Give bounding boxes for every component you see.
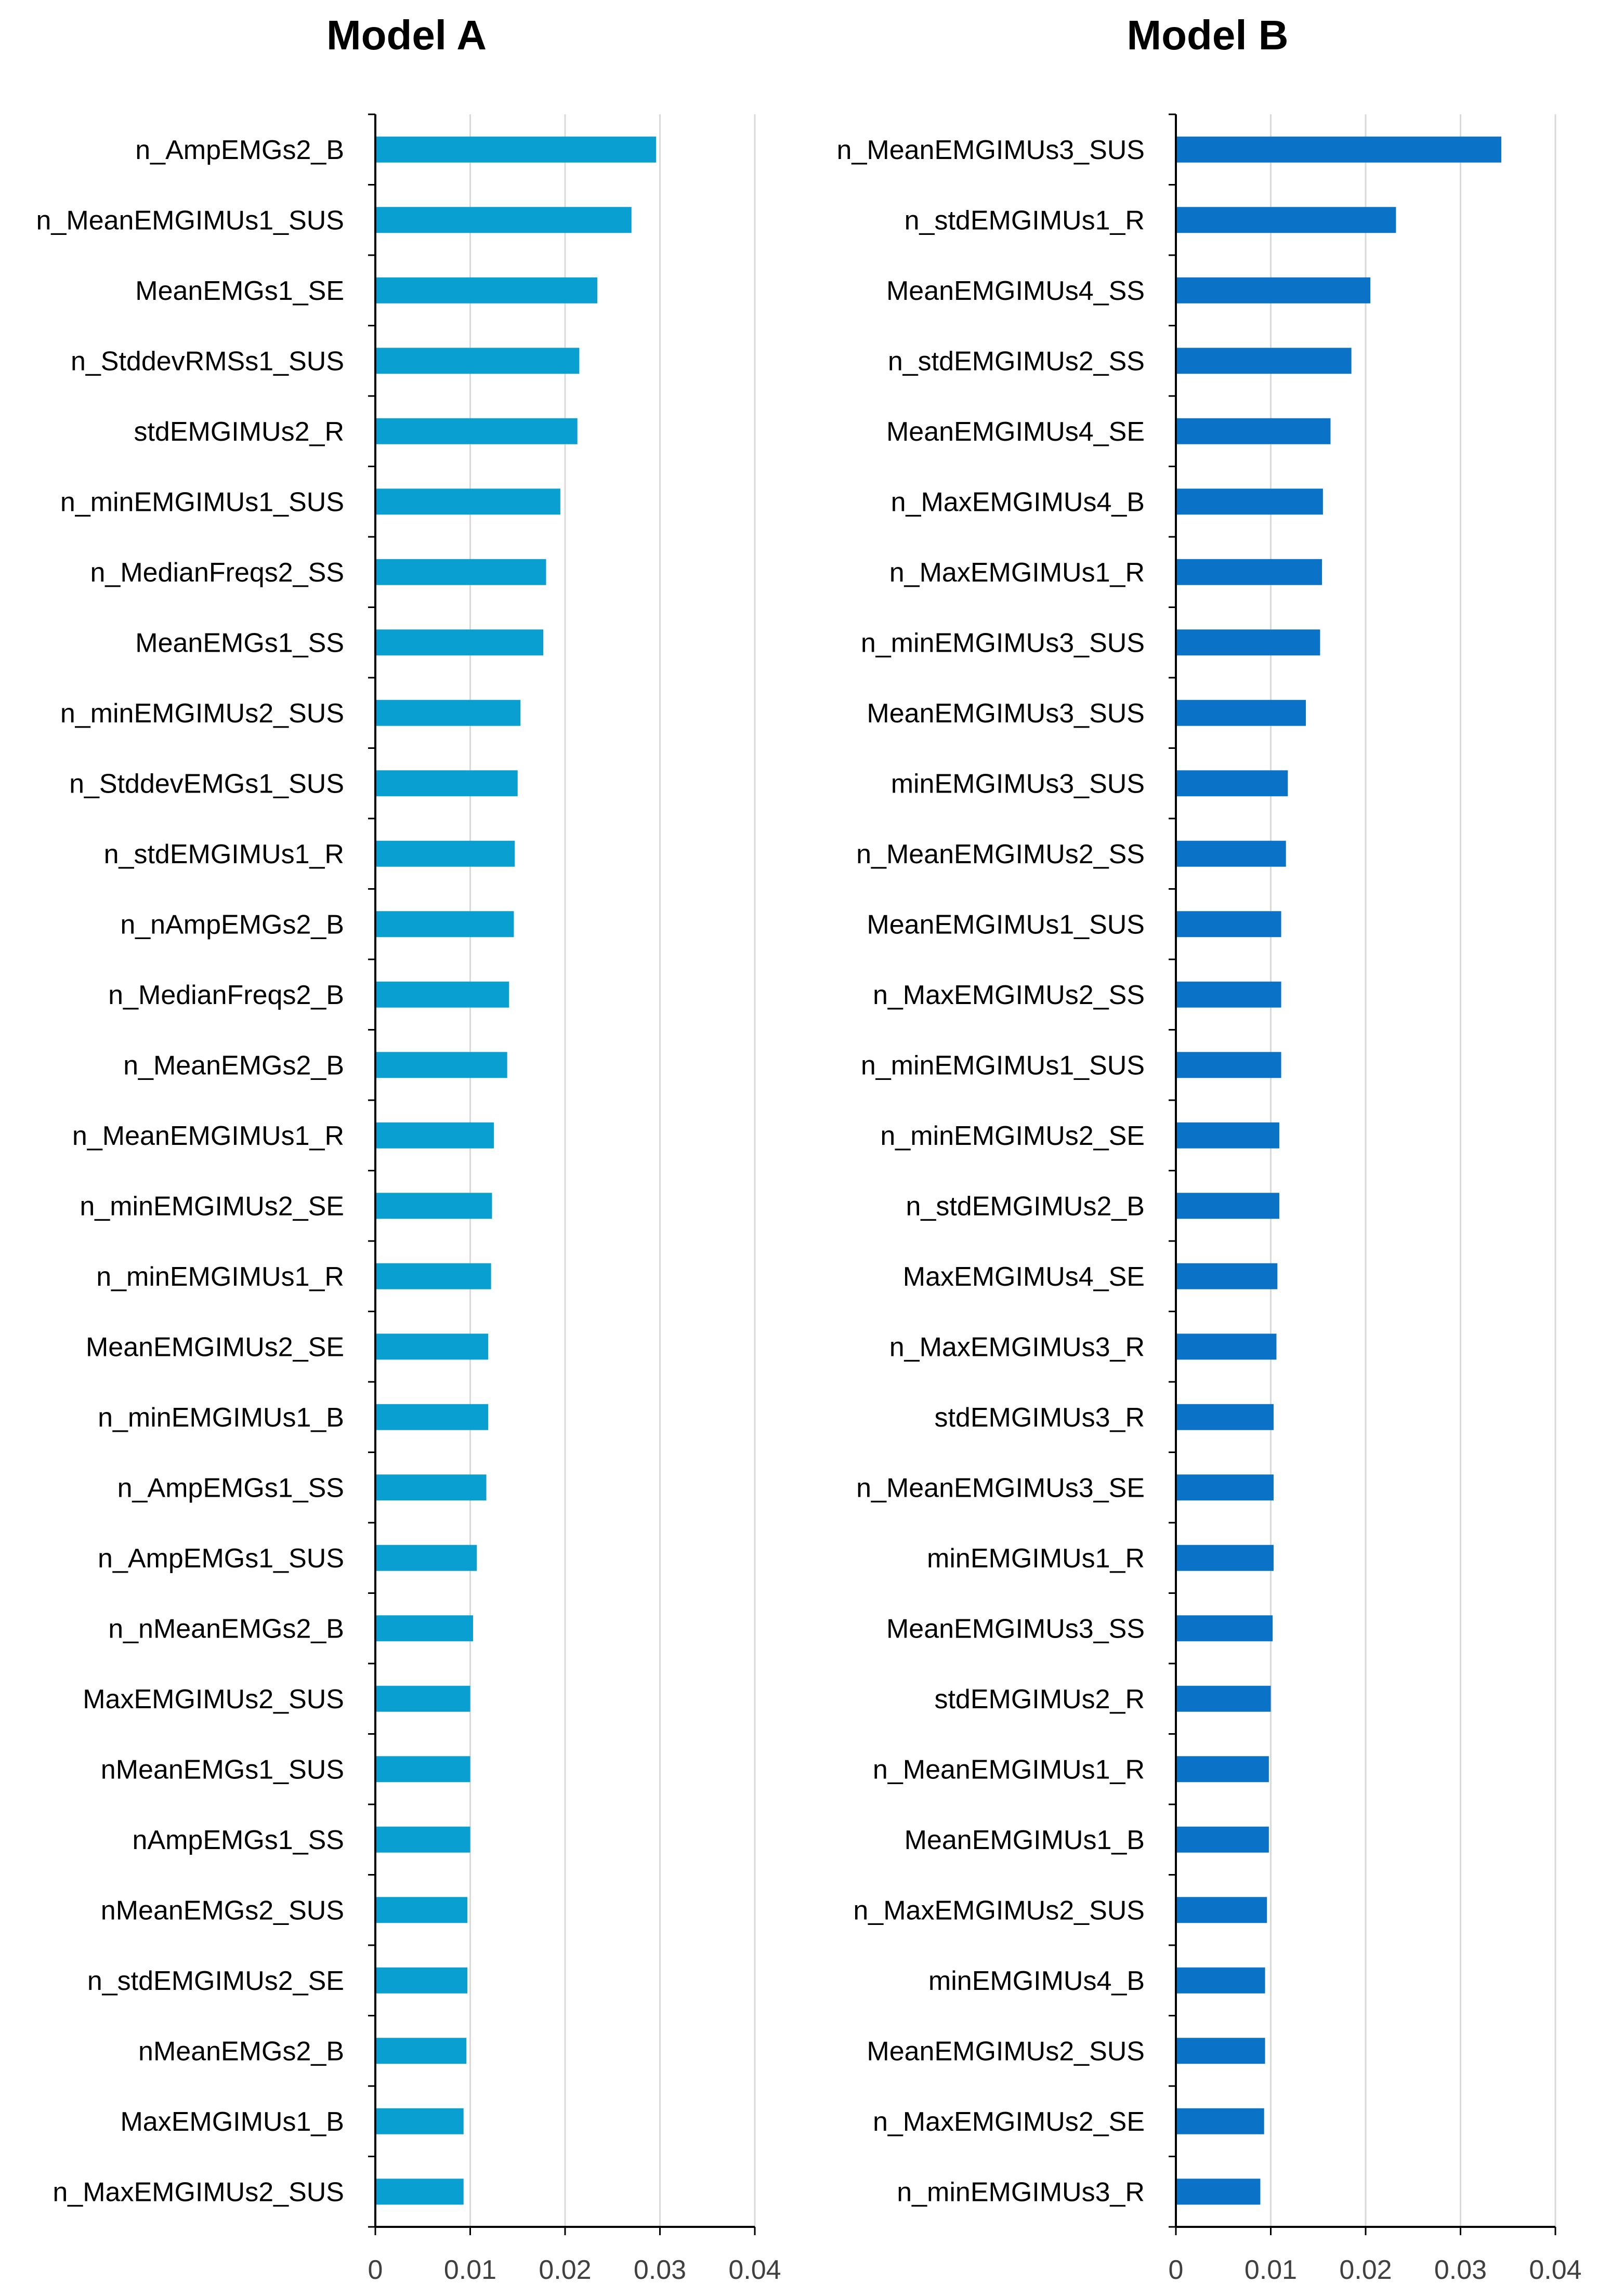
model-a-category-label: n_minEMGIMUs1_SUS bbox=[60, 487, 344, 518]
model-b-bar bbox=[1176, 1474, 1274, 1500]
model-b-x-tick-label: 0 bbox=[1168, 2255, 1184, 2285]
model-a-title: Model A bbox=[326, 12, 487, 58]
model-b-x-tick-label: 0.01 bbox=[1244, 2255, 1298, 2285]
model-b-bar bbox=[1176, 418, 1330, 444]
model-b-category-label: n_minEMGIMUs2_SE bbox=[880, 1120, 1145, 1151]
model-b-bar bbox=[1176, 1052, 1281, 1078]
model-b-bar bbox=[1176, 770, 1288, 796]
model-a-bar bbox=[375, 1897, 467, 1923]
model-b-bar bbox=[1176, 700, 1306, 726]
model-a-category-label: nMeanEMGs2_SUS bbox=[100, 1895, 344, 1926]
model-b-category-label: MeanEMGIMUs4_SS bbox=[886, 275, 1145, 306]
model-b-category-label: minEMGIMUs1_R bbox=[927, 1543, 1145, 1574]
model-b-bar bbox=[1176, 1404, 1274, 1430]
model-a-category-label: n_StddevEMGs1_SUS bbox=[69, 769, 344, 799]
model-a-bar bbox=[375, 1123, 494, 1149]
model-a-bar bbox=[375, 2108, 464, 2134]
model-a-bar bbox=[375, 1404, 488, 1430]
model-b-bar bbox=[1176, 1334, 1276, 1360]
model-b-bar bbox=[1176, 2038, 1265, 2064]
model-b-bar bbox=[1176, 1123, 1279, 1149]
model-a-bar bbox=[375, 489, 560, 514]
model-a-bar bbox=[375, 700, 520, 726]
model-a-bar bbox=[375, 1756, 470, 1782]
model-a-category-label: n_AmpEMGs1_SS bbox=[117, 1473, 344, 1503]
model-b-bar bbox=[1176, 1615, 1273, 1641]
model-b-bar bbox=[1176, 278, 1370, 304]
model-a-bar bbox=[375, 1615, 473, 1641]
model-b-category-label: minEMGIMUs4_B bbox=[928, 1965, 1145, 1996]
model-b-category-label: MeanEMGIMUs2_SUS bbox=[867, 2036, 1145, 2067]
model-b-bar bbox=[1176, 207, 1396, 233]
model-b-category-label: MeanEMGIMUs3_SUS bbox=[867, 698, 1145, 729]
model-b-bar bbox=[1176, 1263, 1277, 1289]
model-b-bar bbox=[1176, 1686, 1271, 1712]
model-b-bar bbox=[1176, 137, 1501, 163]
model-a-bar bbox=[375, 1968, 467, 1994]
model-b-category-label: stdEMGIMUs2_R bbox=[934, 1684, 1145, 1714]
model-b-category-label: n_MeanEMGIMUs3_SE bbox=[856, 1473, 1145, 1503]
model-a-category-label: n_MeanEMGs2_B bbox=[123, 1050, 344, 1081]
model-b-x-tick-label: 0.03 bbox=[1434, 2255, 1487, 2285]
model-a-category-label: nMeanEMGs2_B bbox=[138, 2036, 344, 2067]
model-a-x-tick-label: 0.02 bbox=[539, 2255, 592, 2285]
model-a-category-label: MaxEMGIMUs2_SUS bbox=[83, 1684, 344, 1714]
model-b-category-label: n_MeanEMGIMUs2_SS bbox=[856, 839, 1145, 869]
model-b-category-label: n_minEMGIMUs3_SUS bbox=[860, 628, 1145, 658]
model-b-bar bbox=[1176, 559, 1322, 585]
model-b-category-label: stdEMGIMUs3_R bbox=[934, 1402, 1145, 1433]
model-a-bar bbox=[375, 770, 518, 796]
model-b-category-label: n_MaxEMGIMUs2_SS bbox=[872, 980, 1145, 1010]
model-a-category-label: n_nMeanEMGs2_B bbox=[108, 1614, 344, 1644]
model-b-category-label: MeanEMGIMUs1_B bbox=[904, 1825, 1145, 1855]
model-a-category-label: n_stdEMGIMUs2_SE bbox=[87, 1965, 344, 1996]
model-a-x-tick-label: 0.01 bbox=[443, 2255, 497, 2285]
model-a-category-label: n_minEMGIMUs1_B bbox=[98, 1402, 344, 1433]
model-b-bar bbox=[1176, 348, 1352, 374]
model-b-category-label: MeanEMGIMUs4_SE bbox=[886, 416, 1145, 447]
model-b-bar bbox=[1176, 2179, 1260, 2205]
model-b-category-label: n_MeanEMGIMUs1_R bbox=[872, 1754, 1145, 1785]
model-b-bar bbox=[1176, 1897, 1267, 1923]
model-a-category-label: n_AmpEMGs2_B bbox=[135, 135, 344, 165]
model-a-bar bbox=[375, 559, 546, 585]
model-b-category-label: n_minEMGIMUs1_SUS bbox=[860, 1050, 1145, 1081]
model-b-bar bbox=[1176, 911, 1281, 937]
model-b-bar bbox=[1176, 1545, 1274, 1571]
model-b-category-label: n_MaxEMGIMUs2_SE bbox=[872, 2106, 1145, 2137]
model-a-bar bbox=[375, 207, 632, 233]
model-b-category-label: n_stdEMGIMUs1_R bbox=[904, 205, 1145, 236]
model-a-bar bbox=[375, 629, 543, 655]
model-a-category-label: n_MeanEMGIMUs1_R bbox=[72, 1120, 344, 1151]
model-b-category-label: n_stdEMGIMUs2_SS bbox=[887, 346, 1145, 377]
model-b-category-label: MaxEMGIMUs4_SE bbox=[902, 1261, 1145, 1292]
model-b-bar bbox=[1176, 1968, 1265, 1994]
model-b-x-tick-label: 0.04 bbox=[1529, 2255, 1582, 2285]
model-a-category-label: MeanEMGs1_SE bbox=[135, 275, 344, 306]
model-a-bar bbox=[375, 1334, 488, 1360]
model-b-category-label: n_minEMGIMUs3_R bbox=[897, 2177, 1145, 2208]
model-b-bar bbox=[1176, 1193, 1279, 1219]
model-a-bar bbox=[375, 2179, 464, 2205]
model-b-category-label: n_MaxEMGIMUs2_SUS bbox=[853, 1895, 1145, 1926]
model-a-bar bbox=[375, 278, 597, 304]
model-a-category-label: n_stdEMGIMUs1_R bbox=[103, 839, 344, 869]
model-b-category-label: minEMGIMUs3_SUS bbox=[890, 769, 1145, 799]
model-a-category-label: n_nAmpEMGs2_B bbox=[120, 909, 344, 940]
model-a-bar bbox=[375, 841, 515, 867]
model-b-category-label: n_MaxEMGIMUs1_R bbox=[889, 557, 1145, 588]
model-a-x-tick-label: 0.03 bbox=[633, 2255, 687, 2285]
model-a-category-label: n_MeanEMGIMUs1_SUS bbox=[36, 205, 344, 236]
model-a-category-label: n_StddevRMSs1_SUS bbox=[70, 346, 344, 377]
model-a-category-label: n_minEMGIMUs2_SE bbox=[80, 1191, 344, 1222]
model-b-category-label: MeanEMGIMUs1_SUS bbox=[867, 909, 1145, 940]
model-b-title: Model B bbox=[1127, 12, 1289, 58]
model-b-bar bbox=[1176, 629, 1320, 655]
model-a-bar bbox=[375, 1193, 492, 1219]
model-a-category-label: nMeanEMGs1_SUS bbox=[100, 1754, 344, 1785]
model-a-bar bbox=[375, 1474, 487, 1500]
model-a-category-label: n_MedianFreqs2_SS bbox=[90, 557, 344, 588]
model-b-bar bbox=[1176, 1827, 1269, 1853]
model-b-bar bbox=[1176, 1756, 1269, 1782]
model-b-category-label: n_MaxEMGIMUs4_B bbox=[890, 487, 1145, 518]
model-a-category-label: nAmpEMGs1_SS bbox=[132, 1825, 344, 1855]
model-a-category-label: n_MedianFreqs2_B bbox=[108, 980, 344, 1010]
model-a-x-tick-label: 0 bbox=[368, 2255, 383, 2285]
model-a-x-tick-label: 0.04 bbox=[728, 2255, 781, 2285]
model-b-x-tick-label: 0.02 bbox=[1339, 2255, 1392, 2285]
model-a-bar bbox=[375, 1263, 491, 1289]
model-b-category-label: MeanEMGIMUs3_SS bbox=[886, 1614, 1145, 1644]
model-a-category-label: n_minEMGIMUs2_SUS bbox=[60, 698, 344, 729]
model-a-category-label: MaxEMGIMUs1_B bbox=[120, 2106, 344, 2137]
model-a-bar bbox=[375, 982, 509, 1008]
model-a-bar bbox=[375, 2038, 466, 2064]
model-a-category-label: n_minEMGIMUs1_R bbox=[96, 1261, 344, 1292]
model-a-bar bbox=[375, 348, 579, 374]
model-a-category-label: stdEMGIMUs2_R bbox=[134, 416, 344, 447]
model-b-category-label: n_stdEMGIMUs2_B bbox=[906, 1191, 1145, 1222]
model-a-category-label: MeanEMGIMUs2_SE bbox=[85, 1332, 344, 1363]
model-a-category-label: n_MaxEMGIMUs2_SUS bbox=[53, 2177, 344, 2208]
model-b-bar bbox=[1176, 2108, 1264, 2134]
model-a-bar bbox=[375, 1827, 470, 1853]
model-a-category-label: n_AmpEMGs1_SUS bbox=[98, 1543, 344, 1574]
model-b-bar bbox=[1176, 982, 1281, 1008]
model-a-bar bbox=[375, 137, 656, 163]
model-a-bar bbox=[375, 911, 514, 937]
model-b-bar bbox=[1176, 489, 1323, 514]
model-b-category-label: n_MeanEMGIMUs3_SUS bbox=[836, 135, 1145, 165]
model-a-category-label: MeanEMGs1_SS bbox=[135, 628, 344, 658]
model-b-category-label: n_MaxEMGIMUs3_R bbox=[889, 1332, 1145, 1363]
model-a-bar bbox=[375, 418, 578, 444]
model-a-bar bbox=[375, 1545, 477, 1571]
model-a-bar bbox=[375, 1052, 507, 1078]
model-b-bar bbox=[1176, 841, 1286, 867]
model-a-bar bbox=[375, 1686, 470, 1712]
